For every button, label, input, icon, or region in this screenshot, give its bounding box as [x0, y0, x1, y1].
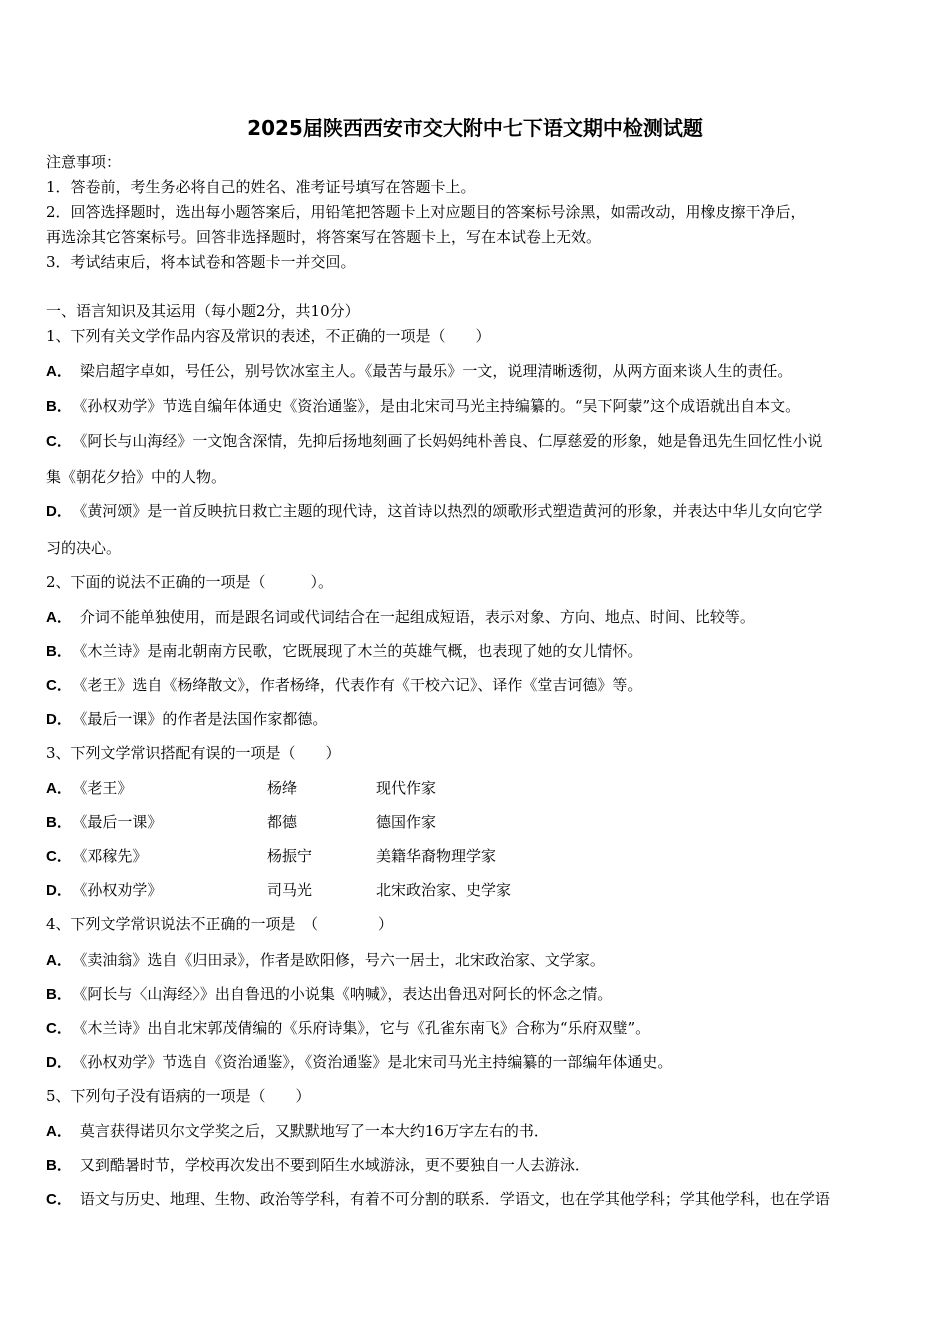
- question-4-stem: 4、下列文学常识说法不正确的一项是 （ ）: [46, 915, 394, 933]
- option-text: 又到酷暑时节，学校再次发出不要到陌生水域游泳，更不要独自一人去游泳．: [79, 1156, 590, 1174]
- option-label: B．: [46, 986, 72, 1003]
- option-label: C．: [46, 848, 72, 865]
- notice-item-1: 1．答卷前，考生务必将自己的姓名、准考证号填写在答题卡上。: [46, 178, 476, 196]
- option-text: 梁启超字卓如，号任公，别号饮冰室主人。《最苦与最乐》一文，说理清晰透彻，从两方面来谈人生的责任。: [79, 362, 793, 380]
- q1-option-a: [46, 361, 792, 382]
- q5-option-c: [46, 1189, 830, 1210]
- option-label: B．: [46, 814, 72, 831]
- q5-option-b: [46, 1155, 590, 1176]
- q3-c-desc: 美籍华裔物理学家: [376, 847, 497, 865]
- q1-option-b: [46, 396, 800, 417]
- q3-option-b: [46, 812, 162, 833]
- q3-a-desc: 现代作家: [376, 779, 437, 797]
- q2-option-a: [46, 607, 755, 628]
- q3-option-d: [46, 880, 162, 901]
- option-label: C．: [46, 433, 72, 450]
- section-heading: 一、语言知识及其运用（每小题2分，共10分）: [46, 302, 360, 320]
- option-text: 语文与历史、地理、生物、政治等学科，有着不可分割的联系．学语文，也在学其他学科；学其他学科，也在学语: [79, 1190, 830, 1208]
- q5-option-a: [46, 1121, 549, 1142]
- notice-item-2: 2．回答选择题时，选出每小题答案后，用铅笔把答题卡上对应题目的答案标号涂黑，如需改动，用橡皮擦干净后，: [46, 203, 806, 221]
- question-3-stem: 3、下列文学常识搭配有误的一项是（ ）: [46, 744, 341, 762]
- q2-option-d: [46, 709, 327, 730]
- q3-option-a: [46, 778, 132, 799]
- option-label: A．: [46, 363, 72, 380]
- q1-option-c: [46, 431, 822, 452]
- option-label: A．: [46, 780, 72, 797]
- q3-b-desc: 德国作家: [376, 813, 437, 831]
- option-label: B．: [46, 643, 72, 660]
- option-label: B．: [46, 398, 72, 415]
- option-work: 《邓稼先》: [79, 847, 148, 865]
- option-label: D．: [46, 882, 72, 899]
- notice-item-2-cont: 再选涂其它答案标号。回答非选择题时，将答案写在答题卡上，写在本试卷上无效。: [46, 228, 602, 246]
- option-text: 《最后一课》的作者是法国作家都德。: [79, 710, 328, 728]
- q3-d-author: 司马光: [267, 881, 313, 899]
- option-text: 《阿长与山海经》一文饱含深情，先抑后扬地刻画了长妈妈纯朴善良、仁厚慈爱的形象，她是鲁迅先生回忆性小说: [79, 432, 823, 450]
- question-1-stem: 1、下列有关文学作品内容及常识的表述，不正确的一项是（ ）: [46, 327, 491, 345]
- option-work: 《孙权劝学》: [79, 881, 163, 899]
- notice-heading: 注意事项：: [46, 153, 122, 171]
- q4-option-a: [46, 950, 605, 971]
- option-text: 《阿长与〈山海经〉》出自鲁迅的小说集《呐喊》，表达出鲁迅对阿长的怀念之情。: [79, 985, 613, 1003]
- q1-option-d: [46, 501, 822, 522]
- q2-option-b: [46, 641, 642, 662]
- q3-d-desc: 北宋政治家、史学家: [376, 881, 512, 899]
- option-label: D．: [46, 711, 72, 728]
- q3-b-author: 都德: [267, 813, 298, 831]
- q4-option-d: [46, 1052, 672, 1073]
- q3-c-author: 杨振宁: [267, 847, 313, 865]
- option-text: 《孙权劝学》节选自《资治通鉴》，《资治通鉴》是北宋司马光主持编纂的一部编年体通史。: [79, 1053, 673, 1071]
- option-label: C．: [46, 1020, 72, 1037]
- option-text: 莫言获得诺贝尔文学奖之后，又默默地写了一本大约16万字左右的书．: [79, 1122, 549, 1140]
- option-label: C．: [46, 677, 72, 694]
- q2-option-c: [46, 675, 642, 696]
- notice-item-3: 3．考试结束后，将本试卷和答题卡一并交回。: [46, 253, 356, 271]
- option-label: C．: [46, 1191, 72, 1208]
- q3-a-author: 杨绛: [267, 779, 298, 797]
- exam-title: 2025届陕西西安市交大附中七下语文期中检测试题: [247, 116, 703, 140]
- option-text: 《老王》选自《杨绛散文》，作者杨绛，代表作有《干校六记》、译作《堂吉诃德》等。: [79, 676, 643, 694]
- q4-option-c: [46, 1018, 650, 1039]
- option-text: 《黄河颂》是一首反映抗日救亡主题的现代诗，这首诗以热烈的颂歌形式塑造黄河的形象，并表达中华儿女向它学: [79, 502, 823, 520]
- q4-option-b: [46, 984, 612, 1005]
- option-work: 《最后一课》: [79, 813, 163, 831]
- q3-option-c: [46, 846, 147, 867]
- question-2-stem: 2、下面的说法不正确的一项是（ ）。: [46, 573, 334, 591]
- q1-option-d-cont: 习的决心。: [46, 539, 122, 557]
- option-label: D．: [46, 1054, 72, 1071]
- option-label: A．: [46, 952, 72, 969]
- option-text: 《木兰诗》出自北宋郭茂倩编的《乐府诗集》，它与《孔雀东南飞》合称为“乐府双璧”。: [79, 1019, 651, 1037]
- option-text: 介词不能单独使用，而是跟名词或代词结合在一起组成短语，表示对象、方向、地点、时间、比较等。: [79, 608, 755, 626]
- option-text: 《孙权劝学》节选自编年体通史《资治通鉴》，是由北宋司马光主持编纂的。“吴下阿蒙”这个成语就出自本文。: [79, 397, 801, 415]
- option-label: B．: [46, 1157, 72, 1174]
- question-5-stem: 5、下列句子没有语病的一项是（ ）: [46, 1087, 311, 1105]
- option-work: 《老王》: [79, 779, 133, 797]
- option-label: D．: [46, 503, 72, 520]
- q1-option-c-cont: 集《朝花夕拾》中的人物。: [46, 468, 227, 486]
- option-label: A．: [46, 1123, 72, 1140]
- option-text: 《木兰诗》是南北朝南方民歌，它既展现了木兰的英雄气概，也表现了她的女儿情怀。: [79, 642, 643, 660]
- option-text: 《卖油翁》选自《归田录》，作者是欧阳修，号六一居士，北宋政治家、文学家。: [79, 951, 605, 969]
- option-label: A．: [46, 609, 72, 626]
